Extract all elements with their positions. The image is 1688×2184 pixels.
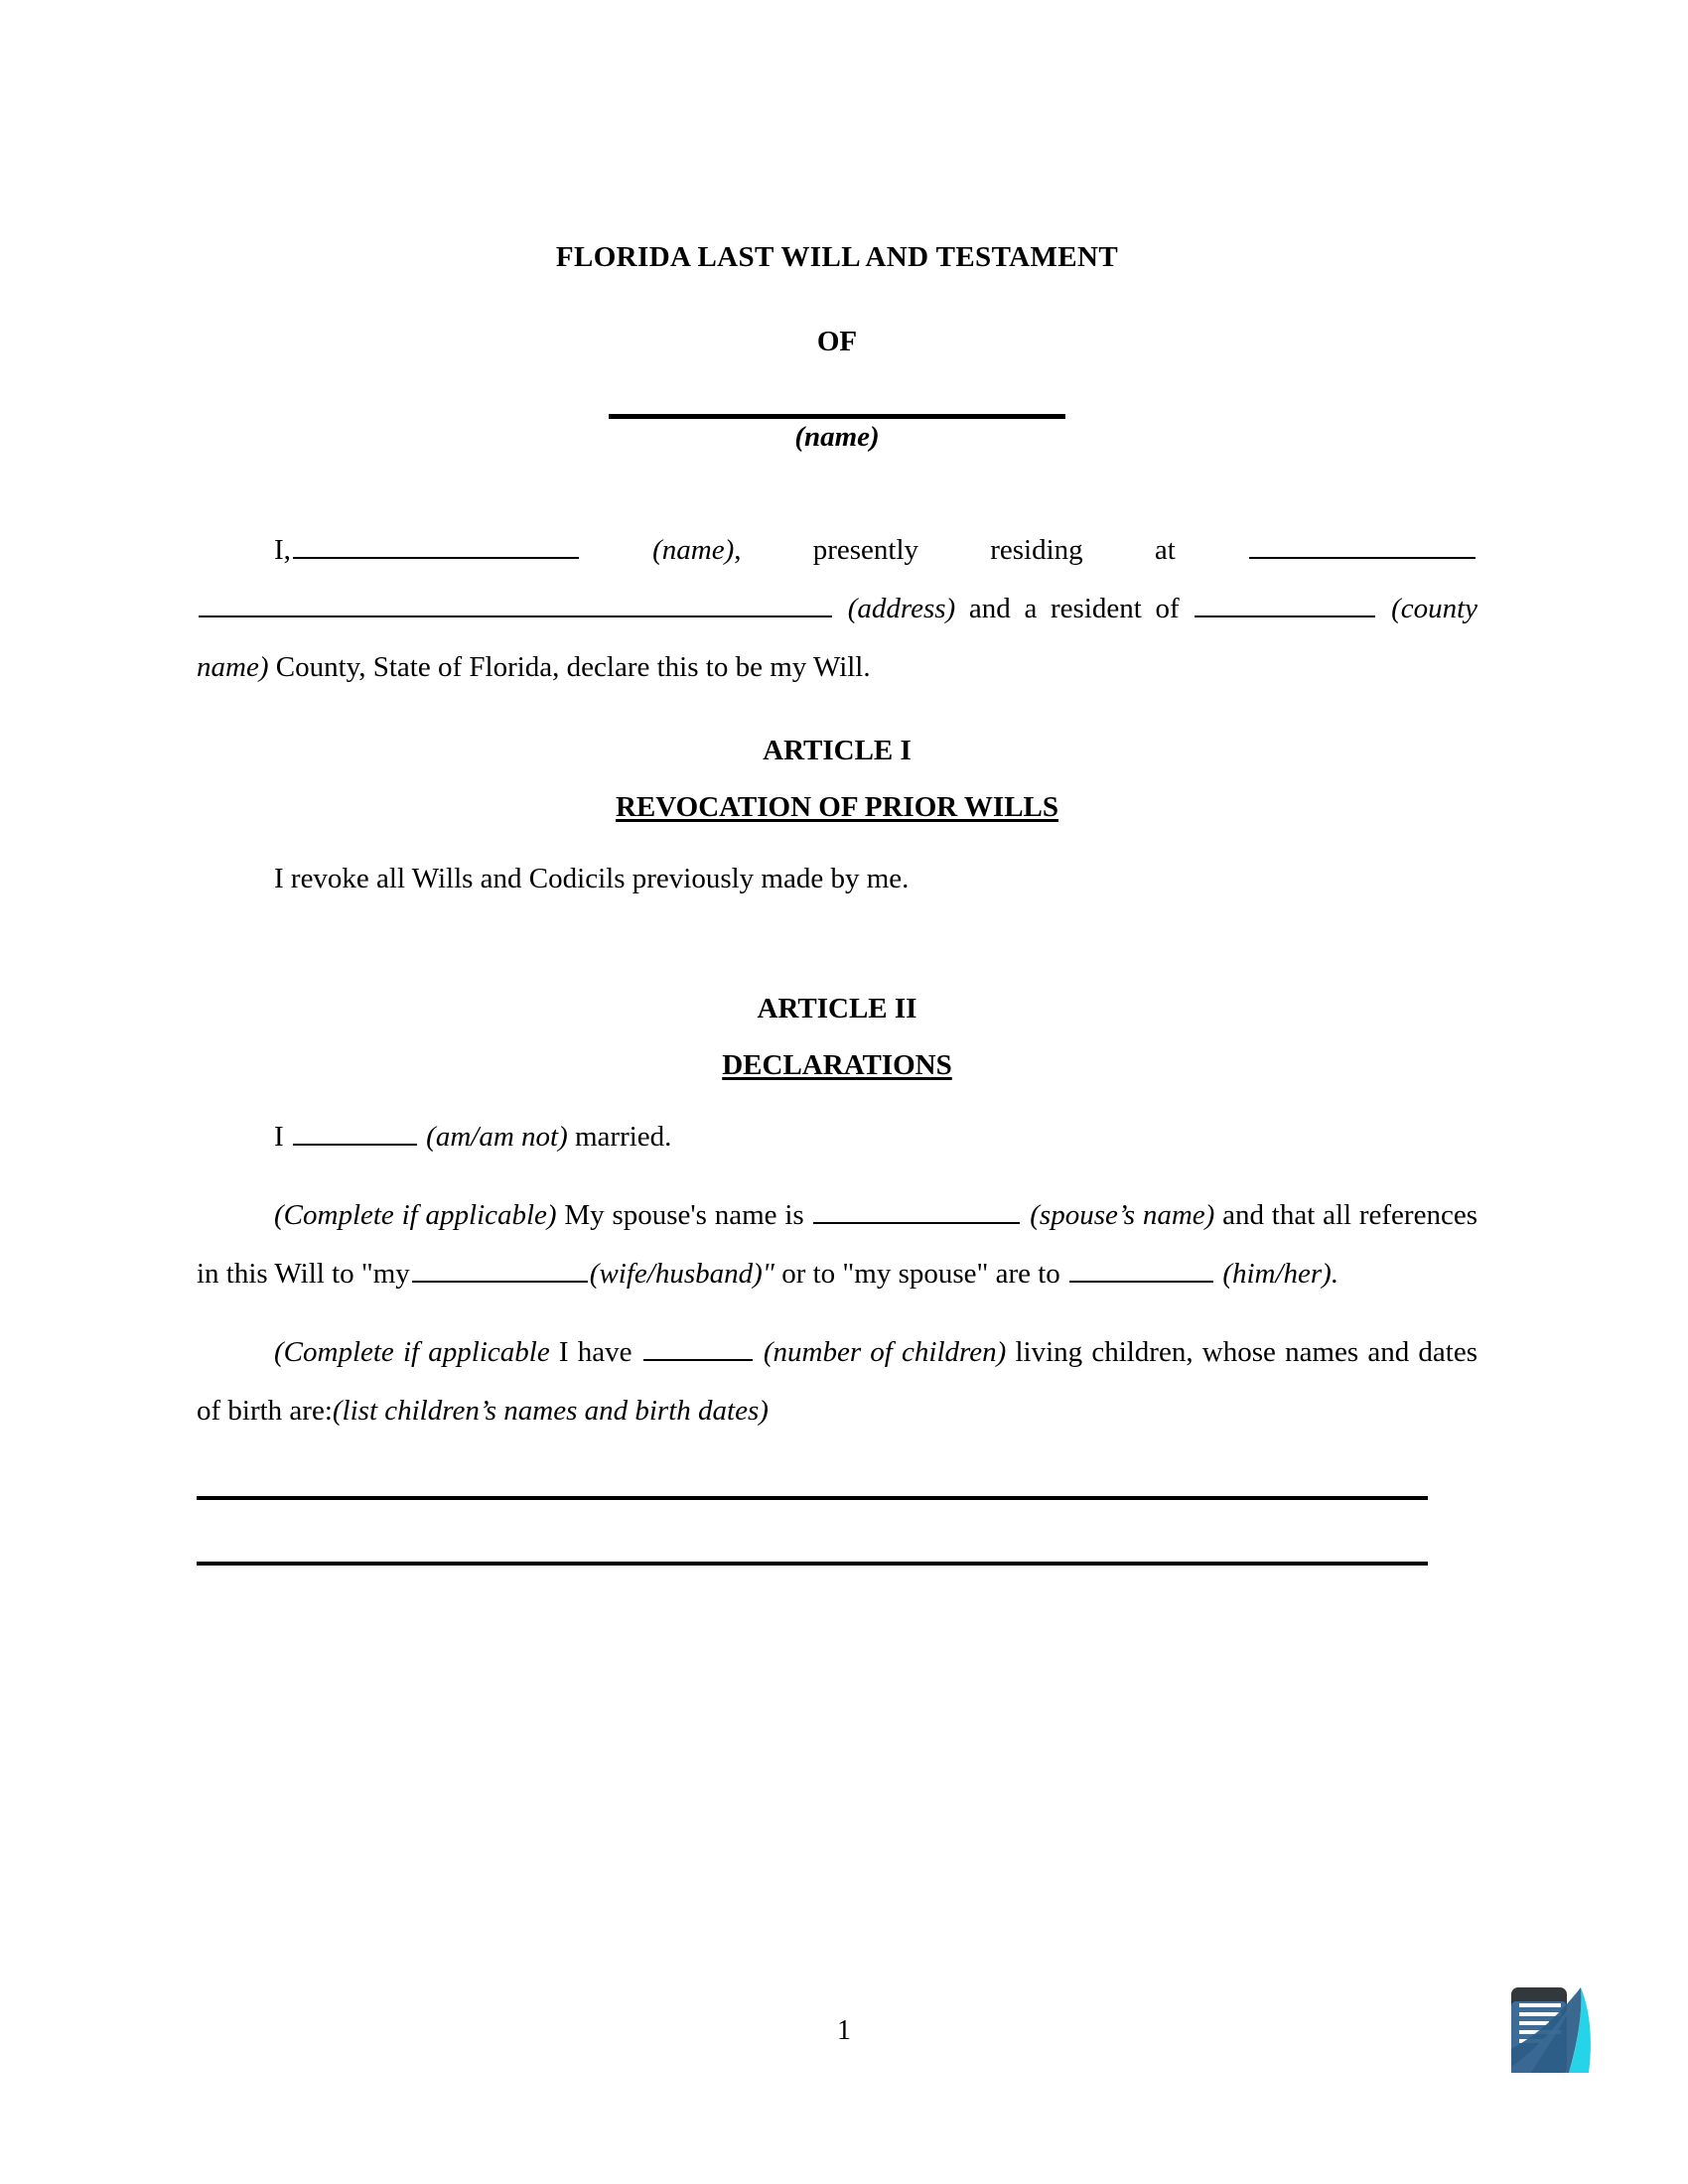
intro-residing-text: , presently residing at — [734, 534, 1176, 566]
marital-status-blank[interactable] — [293, 1113, 417, 1145]
wife-husband-blank[interactable] — [412, 1251, 588, 1283]
marital-status-line — [197, 1108, 1477, 1166]
intro-after-address: and a resident of — [968, 593, 1180, 625]
page-title: FLORIDA LAST WILL AND TESTAMENT — [555, 241, 1119, 273]
testator-name-block — [197, 356, 1477, 452]
intro-county-blank[interactable] — [1195, 586, 1375, 617]
title-of-word: OF — [816, 326, 858, 357]
children-write-line-2[interactable] — [197, 1562, 1428, 1566]
children-list-label: (list children’s names and birth dates) — [332, 1395, 769, 1428]
article-two-subheading — [197, 1048, 1477, 1081]
article-one-heading: ARTICLE I — [763, 735, 912, 767]
intro-i-prefix: I, — [274, 534, 291, 566]
wife-husband-label: (wife/husband)" — [589, 1257, 774, 1290]
him-her-blank[interactable] — [1069, 1251, 1213, 1283]
spouse-name-blank[interactable] — [813, 1191, 1020, 1223]
article-one-body — [197, 850, 1477, 908]
married-prefix: I — [274, 1120, 284, 1153]
children-complete-lead: (Complete if applicable — [274, 1336, 550, 1369]
children-text-2: living children, whose names and dates of birth are: — [197, 1336, 1477, 1428]
intro-residing-blank[interactable] — [1249, 527, 1476, 559]
page-number: 1 — [837, 2015, 851, 2046]
intro-address-label: (address) — [847, 593, 956, 625]
intro-paragraph — [197, 521, 1477, 697]
document-logo-icon — [1497, 1972, 1595, 2075]
spouse-paragraph — [197, 1186, 1477, 1303]
document-content — [197, 243, 1477, 1566]
document-logo — [1497, 1972, 1595, 2075]
children-text-1: I have — [558, 1336, 633, 1369]
article-one-subheading-text: REVOCATION OF PRIOR WILLS — [615, 791, 1059, 824]
spouse-text-3: or to "my spouse" are to — [781, 1257, 1060, 1290]
article-two-subheading-text: DECLARATIONS — [722, 1048, 952, 1081]
intro-name-label: (name) — [652, 534, 735, 566]
article-two-heading: ARTICLE II — [757, 992, 917, 1024]
children-count-label: (number of children) — [763, 1336, 1007, 1369]
him-her-label: (him/her). — [1222, 1257, 1339, 1290]
intro-after-county: County, State of Florida, declare this to be my Will. — [275, 651, 871, 684]
spouse-text-2: and that all references in this Will to "my — [197, 1198, 1477, 1290]
spouse-complete-lead: (Complete if applicable) — [274, 1198, 557, 1231]
spouse-name-label: (spouse’s name) — [1030, 1198, 1215, 1231]
children-count-blank[interactable] — [643, 1329, 753, 1361]
married-label: (am/am not) — [426, 1120, 568, 1153]
married-suffix: married. — [575, 1120, 672, 1153]
article-one-body-text: I revoke all Wills and Codicils previously made by me. — [274, 863, 910, 895]
children-paragraph — [197, 1323, 1477, 1440]
testator-name-rule[interactable] — [609, 414, 1065, 419]
testator-name-caption: (name) — [794, 421, 880, 453]
spouse-text-1: My spouse's name is — [564, 1198, 804, 1231]
intro-address-blank[interactable] — [199, 586, 832, 617]
article-one-subheading — [197, 793, 1477, 822]
intro-name-blank[interactable] — [293, 527, 579, 559]
intro-county-label: (county name) — [197, 593, 1478, 684]
